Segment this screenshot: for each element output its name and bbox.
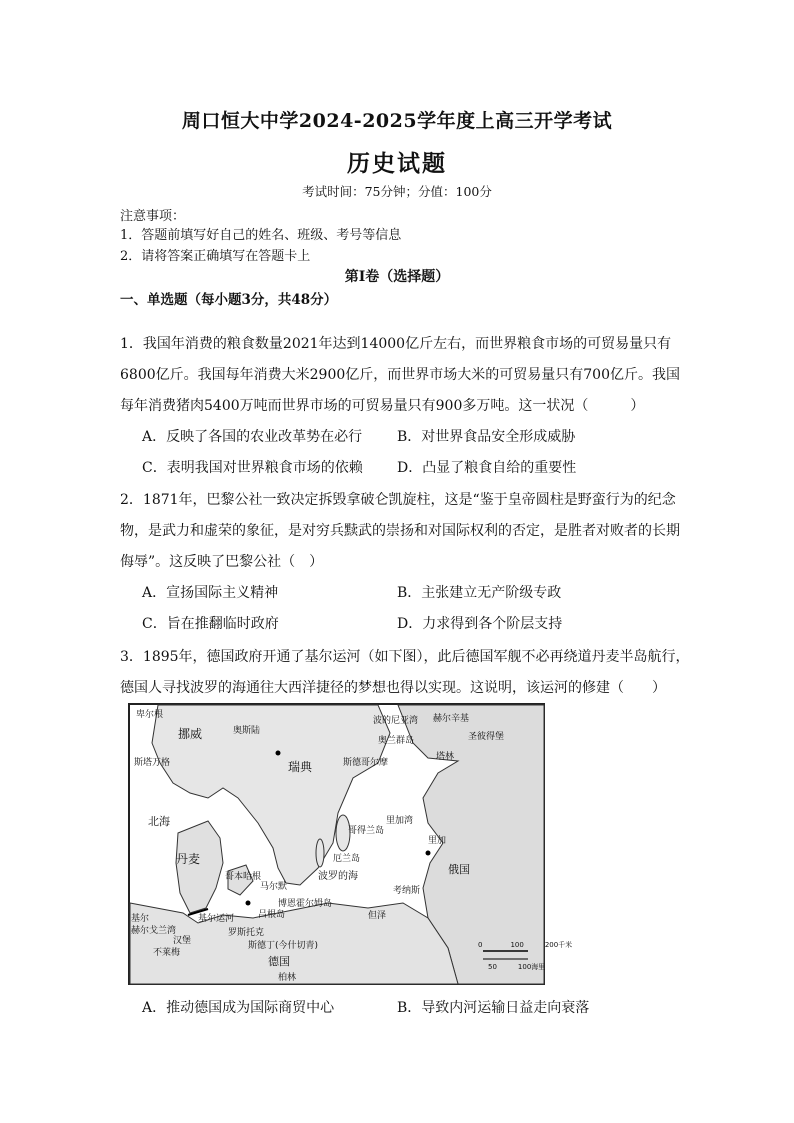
map-label: 奥斯陆: [233, 726, 261, 736]
map-label: 斯塔万格: [134, 758, 171, 768]
option-3b[interactable]: B．导致内河运输日益走向衰落: [397, 1000, 590, 1016]
map-label: 斯德丁(今什切青): [248, 941, 319, 951]
oland-island: [316, 839, 324, 867]
map-label: 赫尔辛基: [433, 714, 470, 724]
map-label: 斯德哥尔摩: [343, 758, 389, 768]
part-title: 第Ⅰ卷（选择题）: [344, 269, 450, 285]
map-label: 罗斯托克: [228, 928, 265, 938]
map-label: 波罗的海: [318, 871, 358, 882]
map-label: 圣彼得堡: [468, 732, 505, 742]
map-label: 卑尔根: [136, 710, 164, 720]
option-1b[interactable]: B．对世界食品安全形成威胁: [397, 429, 576, 445]
map-label: 50 100海里: [488, 963, 546, 971]
kiel-canal-map: [128, 703, 573, 985]
question-2-line: 2．1871年，巴黎公社一致决定拆毁拿破仑凯旋柱，这是“鉴于皇帝圆柱是野蛮行为的纪念: [120, 492, 676, 508]
option-2a[interactable]: A．宣扬国际主义精神: [142, 585, 279, 601]
city-dot: [246, 901, 251, 906]
option-2d[interactable]: D．力求得到各个阶层支持: [397, 616, 563, 632]
note-item: 2．请将答案正确填写在答题卡上: [120, 249, 311, 264]
map-label: 汉堡: [173, 936, 192, 946]
map-label: 里加: [428, 836, 447, 846]
map-label: 德国: [268, 955, 290, 968]
map-label: 马尔默: [260, 882, 288, 892]
map-label: 厄兰岛: [333, 854, 361, 864]
question-3-line: 德国人寻找波罗的海通往大西洋捷径的梦想也得以实现。这说明，该运河的修建（ ）: [120, 680, 666, 696]
map-label: 哥本哈根: [225, 872, 262, 882]
question-1-line: 6800亿斤。我国每年消费大米2900亿斤，而世界市场大米的可贸易量只有700亿斤。我国: [120, 367, 680, 383]
map-label: 俄国: [448, 863, 470, 876]
map-label: 北海: [148, 815, 170, 828]
map-label: 瑞典: [288, 760, 313, 774]
map-label: 柏林: [278, 973, 297, 983]
question-2-line: 物，是武力和虚荣的象征，是对穷兵黩武的崇扬和对国际权利的否定，是胜者对败者的长期: [120, 523, 680, 539]
map-label: 考纳斯: [393, 886, 421, 896]
map-label: 赫尔戈兰湾: [131, 926, 177, 936]
map-label: 奥兰群岛: [378, 736, 415, 746]
map-label: 0 100 200千米: [478, 941, 573, 949]
map-label: 但泽: [368, 911, 387, 921]
map-label: 基尔运河: [198, 914, 235, 924]
option-1d[interactable]: D．凸显了粮食自给的重要性: [397, 460, 577, 476]
map-label: 塔林: [436, 752, 455, 762]
question-1-line: 每年消费猪肉5400万吨而世界市场的可贸易量只有900多万吨。这一状况（ ）: [120, 398, 645, 414]
option-3a[interactable]: A．推动德国成为国际商贸中心: [142, 1000, 335, 1016]
city-dot: [426, 851, 431, 856]
option-2b[interactable]: B．主张建立无产阶级专政: [397, 585, 562, 601]
question-3-line: 3．1895年，德国政府开通了基尔运河（如下图），此后德国军舰不必再绕道丹麦半岛航行，: [120, 649, 690, 665]
map-label: 吕根岛: [258, 910, 286, 920]
map-label: 基尔: [131, 914, 150, 924]
option-1a[interactable]: A．反映了各国的农业改革势在必行: [142, 429, 363, 445]
map-label: 丹麦: [176, 852, 201, 866]
city-dot: [276, 751, 281, 756]
question-1-line: 1．我国年消费的粮食数量2021年达到14000亿斤左右，而世界粮食市场的可贸易量只有: [120, 336, 672, 352]
exam-title: 周口恒大中学2024-2025学年度上高三开学考试: [181, 110, 613, 132]
option-1c[interactable]: C．表明我国对世界粮食市场的依赖: [142, 460, 363, 476]
map-label: 哥得兰岛: [348, 826, 385, 836]
option-2c[interactable]: C．旨在推翻临时政府: [142, 616, 279, 632]
map-label: 博恩霍尔姆岛: [278, 899, 333, 909]
notes-heading: 注意事项：: [120, 209, 186, 224]
map-label: 不莱梅: [153, 948, 181, 958]
exam-meta: 考试时间：75分钟；分值：100分: [302, 184, 492, 199]
map-label: 里加湾: [386, 816, 414, 826]
subject-title: 历史试题: [347, 150, 447, 177]
map-label: 挪威: [178, 727, 203, 741]
map-label: 波的尼亚湾: [373, 716, 419, 726]
section-title: 一、单选题（每小题3分，共48分）: [120, 292, 338, 308]
question-2-line: 侮辱”。这反映了巴黎公社（ ）: [120, 554, 324, 570]
note-item: 1．答题前填写好自己的姓名、班级、考号等信息: [120, 228, 402, 243]
